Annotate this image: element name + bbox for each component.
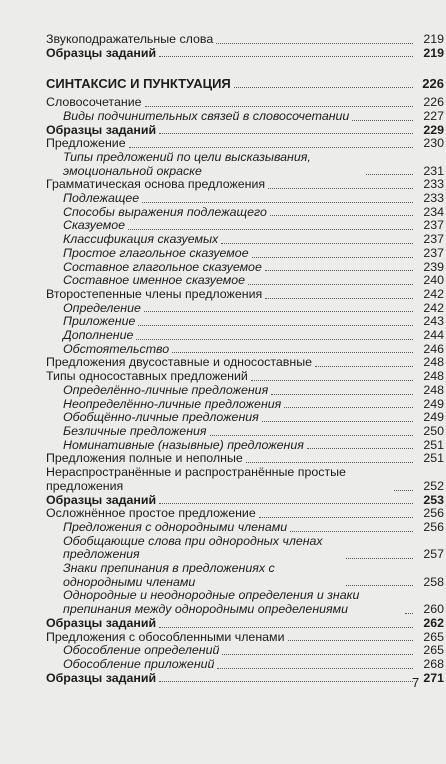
toc-entry-title: Классификация сказуемых <box>63 232 219 247</box>
toc-entry-page: 248 <box>423 369 444 384</box>
dot-leader <box>284 407 413 408</box>
toc-subentry <box>46 274 444 288</box>
toc-entry-title: Предложение <box>46 136 126 151</box>
dot-leader <box>221 243 413 244</box>
toc-entry-title: Знаки препинания в предложениях с однородными членами <box>63 561 275 589</box>
toc-entry-page: 233 <box>423 177 444 192</box>
toc-entry-title: Составное именное сказуемое <box>63 273 245 288</box>
toc-subentry <box>46 343 444 357</box>
dot-leader <box>128 229 413 230</box>
toc-entry-page: 260 <box>423 602 444 617</box>
toc-entry-page: 252 <box>423 478 444 493</box>
toc-entry <box>46 288 444 302</box>
toc-entry-title: Виды подчинительных связей в словосочетании <box>63 108 350 123</box>
toc-entry-page: 240 <box>423 273 444 288</box>
dot-leader <box>234 87 413 88</box>
toc-entry <box>46 452 444 466</box>
dot-leader <box>307 448 413 449</box>
toc-entry-page: 249 <box>423 396 444 411</box>
dot-leader <box>172 352 413 353</box>
dot-leader <box>262 421 413 422</box>
dot-leader <box>216 43 413 44</box>
toc-entry <box>46 466 444 493</box>
toc-subentry <box>46 329 444 343</box>
toc-entry-title: Обособление определений <box>63 643 220 658</box>
dot-leader <box>346 558 413 559</box>
toc-entry-page: 243 <box>423 314 444 329</box>
toc-entry-page: 237 <box>423 245 444 260</box>
toc-entry-page: 244 <box>423 328 444 343</box>
toc-entry-title: Способы выражения подлежащего <box>63 204 267 219</box>
toc-entry-title: Номинативные (назывные) предложения <box>63 437 304 452</box>
toc-subentry <box>46 302 444 316</box>
toc-subentry <box>46 398 444 412</box>
dot-leader <box>366 174 413 175</box>
dot-leader <box>159 627 413 628</box>
dot-leader <box>352 120 413 121</box>
toc-entry <box>46 672 444 686</box>
toc-entry-title: Образцы заданий <box>46 615 157 630</box>
toc-entry <box>46 33 444 47</box>
toc-entry <box>46 178 444 192</box>
dot-leader <box>290 531 413 532</box>
toc-entry-title: Осложнённое простое предложение <box>46 506 256 521</box>
toc-entry-page: 253 <box>423 492 444 507</box>
toc-subentry <box>46 206 444 220</box>
toc-entry-title: Образцы заданий <box>46 122 157 137</box>
dot-leader <box>346 585 413 586</box>
toc-entry-title: Обстоятельство <box>63 341 170 356</box>
toc-entry-page: 251 <box>423 451 444 466</box>
toc-entry-title: Второстепенные члены предложения <box>46 286 263 301</box>
dot-leader <box>265 270 413 271</box>
toc-subentry <box>46 535 444 562</box>
toc-entry-page: 219 <box>423 32 444 46</box>
toc-entry-title: СИНТАКСИС И ПУНКТУАЦИЯ <box>46 76 231 92</box>
dot-leader <box>159 503 413 504</box>
toc-entry-page: 231 <box>423 163 444 178</box>
toc-entry-title: Нераспространённые и распространённые простые предложения <box>46 465 346 493</box>
toc-subentry <box>46 425 444 439</box>
page-number: 7 <box>412 675 420 690</box>
toc-entry <box>46 494 444 508</box>
toc-entry-title: Сказуемое <box>63 218 125 233</box>
toc-entry-title: Звукоподражательные слова <box>46 32 214 46</box>
dot-leader <box>159 133 413 134</box>
toc-entry-page: 237 <box>423 218 444 233</box>
toc-entry-page: 262 <box>423 615 444 630</box>
toc-entry <box>46 96 444 110</box>
toc-entry-page: 226 <box>423 95 444 110</box>
toc-entry-title: Однородные и неоднородные определения и знаки препинания между однородными определениями <box>63 588 360 617</box>
toc-entry-page: 229 <box>423 122 444 137</box>
dot-leader <box>259 517 413 518</box>
toc-entry <box>46 356 444 370</box>
toc-entry-title: Образцы заданий <box>46 492 157 507</box>
dot-leader <box>210 435 413 436</box>
toc-subentry <box>46 315 444 329</box>
dot-leader <box>129 147 413 148</box>
toc-subentry <box>46 411 444 425</box>
toc-entry-page: 227 <box>423 108 444 123</box>
toc-entry-page: 226 <box>422 76 444 92</box>
dot-leader <box>144 311 413 312</box>
toc-entry-page: 251 <box>423 437 444 452</box>
toc-entry-title: Типы односоставных предложений <box>46 369 248 384</box>
toc-entry-title: Предложения с однородными членами <box>63 519 288 534</box>
dot-leader <box>271 394 413 395</box>
toc-entry-title: Безличные предложения <box>63 423 207 438</box>
dot-leader <box>145 106 413 107</box>
toc-entry-page: 233 <box>423 191 444 206</box>
toc-entry <box>46 47 444 61</box>
toc-entry-page: 230 <box>423 136 444 151</box>
toc-entry-page: 234 <box>423 204 444 219</box>
toc-entry-title: Дополнение <box>63 328 134 343</box>
toc-subentry <box>46 247 444 261</box>
toc-entry-title: Неопределённо-личные предложения <box>63 396 282 411</box>
toc-entry-page: 271 <box>423 670 444 685</box>
toc-entry-page: 246 <box>423 341 444 356</box>
toc-entry <box>46 370 444 384</box>
dot-leader <box>138 325 413 326</box>
toc-entry-page: 248 <box>423 382 444 397</box>
dot-leader <box>265 298 413 299</box>
dot-leader <box>217 668 413 669</box>
toc-entry <box>46 124 444 138</box>
dot-leader <box>268 188 413 189</box>
toc-entry-title: Предложения двусоставные и односоставные <box>46 355 312 370</box>
dot-leader <box>222 654 413 655</box>
toc-entry-page: 256 <box>423 506 444 521</box>
toc-entry-page: 265 <box>423 643 444 658</box>
toc-entry-page: 250 <box>423 423 444 438</box>
toc-subentry <box>46 521 444 535</box>
toc-entry <box>46 631 444 645</box>
dot-leader <box>252 257 413 258</box>
toc-entry-title: Словосочетание <box>46 95 142 110</box>
toc-subentry <box>46 589 444 616</box>
toc-entry-title: Образцы заданий <box>46 670 157 685</box>
toc-entry <box>46 617 444 631</box>
toc-entry-title: Определение <box>63 300 141 315</box>
dot-leader <box>248 284 413 285</box>
toc-entry-page: 257 <box>423 547 444 562</box>
toc-entry-page: 256 <box>423 519 444 534</box>
toc-entry-page: 239 <box>423 259 444 274</box>
dot-leader <box>270 215 413 216</box>
toc-entry-page: 258 <box>423 574 444 589</box>
toc-entry-title: Обособление приложений <box>63 656 215 671</box>
toc-entry-page: 248 <box>423 355 444 370</box>
toc-entry-title: Грамматическая основа предложения <box>46 177 266 192</box>
dot-leader <box>288 640 414 641</box>
dot-leader <box>394 490 413 491</box>
toc-entry-page: 219 <box>423 45 444 60</box>
dot-leader <box>142 202 413 203</box>
toc-subentry <box>46 439 444 453</box>
toc-subentry <box>46 192 444 206</box>
dot-leader <box>246 462 413 463</box>
table-of-contents <box>46 33 444 685</box>
dot-leader <box>315 366 413 367</box>
toc-subentry <box>46 658 444 672</box>
toc-entry-title: Приложение <box>63 314 136 329</box>
toc-entry-title: Типы предложений по цели высказывания, эмоциональной окраске <box>63 149 311 178</box>
toc-entry-page: 249 <box>423 410 444 425</box>
toc-entry-title: Определённо-личные предложения <box>63 382 269 397</box>
toc-section-heading <box>46 77 444 91</box>
toc-subentry <box>46 384 444 398</box>
toc-entry-title: Предложения полные и неполные <box>46 451 243 466</box>
toc-entry <box>46 137 444 151</box>
toc-entry-page: 242 <box>423 300 444 315</box>
dot-leader <box>136 339 413 340</box>
toc-entry-page: 242 <box>423 286 444 301</box>
dot-leader <box>405 613 413 614</box>
toc-entry-title: Обобщающие слова при однородных членах предложения <box>63 533 323 562</box>
toc-entry-page: 237 <box>423 232 444 247</box>
dot-leader <box>159 56 413 57</box>
toc-entry-title: Простое глагольное сказуемое <box>63 245 249 260</box>
toc-subentry <box>46 562 444 589</box>
dot-leader <box>251 380 413 381</box>
toc-entry-page: 268 <box>423 656 444 671</box>
toc-subentry <box>46 233 444 247</box>
toc-subentry <box>46 110 444 124</box>
toc-entry <box>46 507 444 521</box>
toc-entry-title: Обобщённо-личные предложения <box>63 410 259 425</box>
toc-subentry <box>46 219 444 233</box>
toc-entry-title: Составное глагольное сказуемое <box>63 259 262 274</box>
dot-leader <box>159 681 413 682</box>
toc-entry-title: Образцы заданий <box>46 45 157 60</box>
toc-entry-title: Подлежащее <box>63 191 140 206</box>
toc-entry-page: 265 <box>423 629 444 644</box>
toc-subentry <box>46 151 444 178</box>
toc-subentry <box>46 644 444 658</box>
toc-entry-title: Предложения с обособленными членами <box>46 629 285 644</box>
toc-subentry <box>46 261 444 275</box>
